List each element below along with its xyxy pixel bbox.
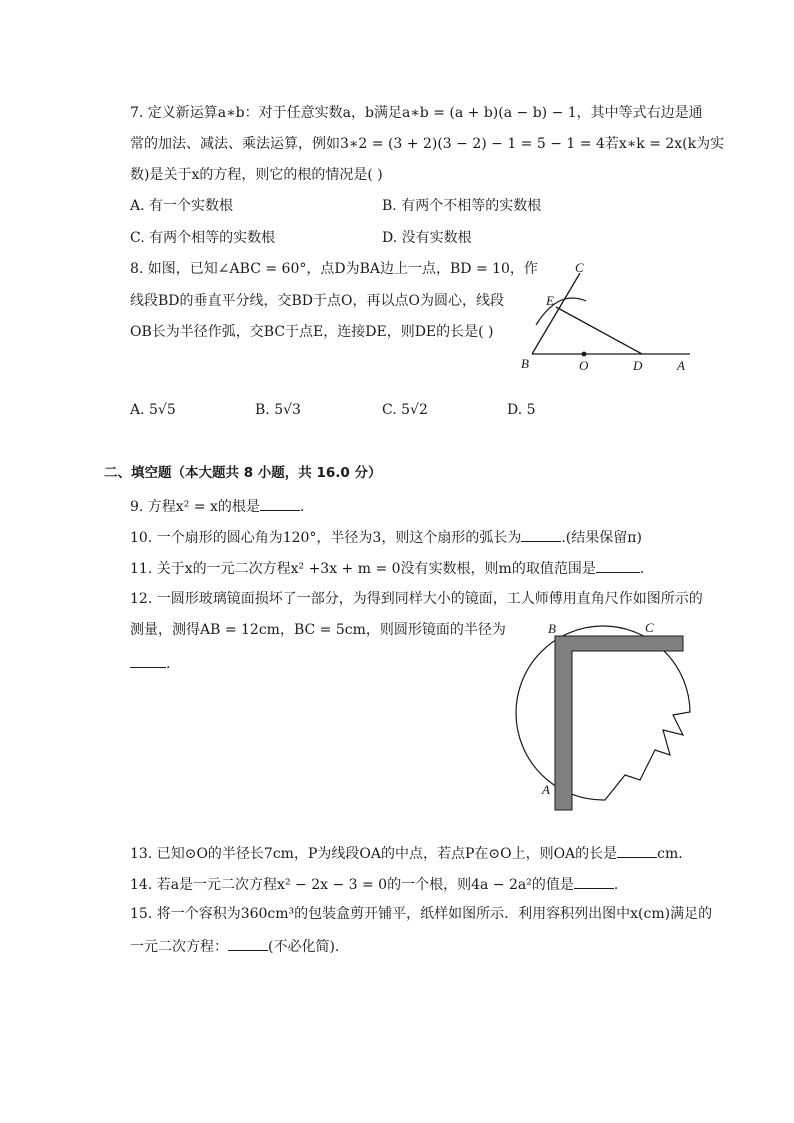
q13-answer-blank[interactable] — [617, 843, 657, 858]
q15-line1: 15. 将一个容积为360cm³的包装盒剪开铺平，纸样如图所示．利用容积列出图中x(cm)满足的 — [130, 906, 713, 922]
q7-option-b: B. 有两个不相等的实数根 — [382, 198, 542, 214]
q7-line1: 7. 定义新运算a∗b：对于任意实数a，b满足a∗b = (a + b)(a − b) − 1，其中等式右边是通 — [130, 105, 703, 121]
q15-answer-blank[interactable] — [228, 936, 268, 951]
q8-line-bc — [532, 273, 580, 354]
q12-mirror-figure — [505, 620, 705, 820]
q8-label-o: O — [579, 358, 589, 373]
q11-text-end: . — [639, 561, 645, 577]
q10-answer-blank[interactable] — [521, 527, 561, 542]
q12-text-end: . — [166, 656, 171, 672]
q12-line2: 测量，测得AB = 12cm，BC = 5cm，则圆形镜面的半径为 — [130, 622, 506, 638]
q7-line2: 常的加法、减法、乘法运算，例如3∗2 = (3 + 2)(3 − 2) − 1 = 5 − 1 = 4若x∗k = 2x(k为实 — [130, 136, 725, 152]
q8-option-c: C. 5√2 — [382, 402, 428, 418]
q7-line3: 数)是关于x的方程，则它的根的情况是( ) — [130, 167, 383, 183]
section-2-heading: 二、填空题（本大题共 8 小题，共 16.0 分） — [104, 465, 382, 481]
q8-label-c: C — [575, 260, 584, 275]
q9-answer-blank[interactable] — [260, 496, 300, 511]
q12-label-b: B — [548, 621, 556, 636]
q11 — [130, 558, 644, 578]
q11-answer-blank[interactable] — [596, 558, 640, 573]
q7-option-c: C. 有两个相等的实数根 — [130, 230, 276, 246]
q8-label-d: D — [633, 358, 643, 373]
q8-label-a: A — [677, 358, 685, 373]
q10 — [130, 527, 642, 547]
q8-geometry-figure — [510, 255, 710, 380]
q8-label-b: B — [521, 356, 529, 371]
q9 — [130, 496, 304, 516]
q12-line1: 12. 一圆形玻璃镜面损坏了一部分，为得到同样大小的镜面，工人师傅用直角尺作如图所示的 — [130, 591, 703, 607]
q10-text: 10. 一个扇形的圆心角为120°，半径为3，则这个扇形的弧长为 — [130, 530, 522, 546]
q8-option-a: A. 5√5 — [130, 402, 176, 418]
q8-option-b: B. 5√3 — [255, 402, 301, 418]
q8-line-de — [556, 307, 642, 354]
q12-answer-blank[interactable] — [130, 653, 166, 668]
q14-text-end: . — [613, 877, 619, 893]
q14-answer-blank[interactable] — [574, 874, 614, 889]
q8-arc — [536, 298, 586, 325]
q10-text-end: .(结果保留π) — [561, 530, 642, 546]
q8-line3: OB长为半径作弧，交BC于点E，连接DE，则DE的长是( ) — [130, 324, 494, 340]
q13-text: 13. 已知⊙O的半径长7cm，P为线段OA的中点，若点P在⊙O上，则OA的长是 — [130, 846, 618, 862]
q12-line3 — [130, 653, 170, 673]
q9-text: 9. 方程x² = x的根是 — [130, 499, 260, 515]
q13 — [130, 843, 683, 863]
q12-label-c: C — [645, 620, 654, 635]
q14 — [130, 874, 618, 894]
q15-line2 — [130, 936, 339, 956]
q7-option-a: A. 有一个实数根 — [130, 198, 234, 214]
q15-text-end: (不必化简). — [268, 939, 340, 955]
q8-line2: 线段BD的垂直平分线，交BD于点O，再以点O为圆心，线段 — [130, 293, 504, 309]
q12-mirror-outline — [516, 626, 690, 800]
q15-text: 一元二次方程： — [130, 939, 228, 955]
q8-label-e: E — [546, 293, 554, 308]
q12-label-a: A — [542, 782, 550, 797]
q13-text-end: cm. — [657, 846, 683, 862]
q7-option-d: D. 没有实数根 — [382, 230, 472, 246]
q8-line1: 8. 如图，已知∠ABC = 60°，点D为BA边上一点，BD = 10，作 — [130, 261, 538, 277]
q8-option-d: D. 5 — [507, 402, 536, 418]
q11-text: 11. 关于x的一元二次方程x² +3x + m = 0没有实数根，则m的取值范围是 — [130, 561, 596, 577]
q14-text: 14. 若a是一元二次方程x² − 2x − 3 = 0的一个根，则4a − 2a²的值是 — [130, 877, 574, 893]
q8-point-o — [582, 352, 587, 357]
q9-text-end: . — [299, 499, 305, 515]
